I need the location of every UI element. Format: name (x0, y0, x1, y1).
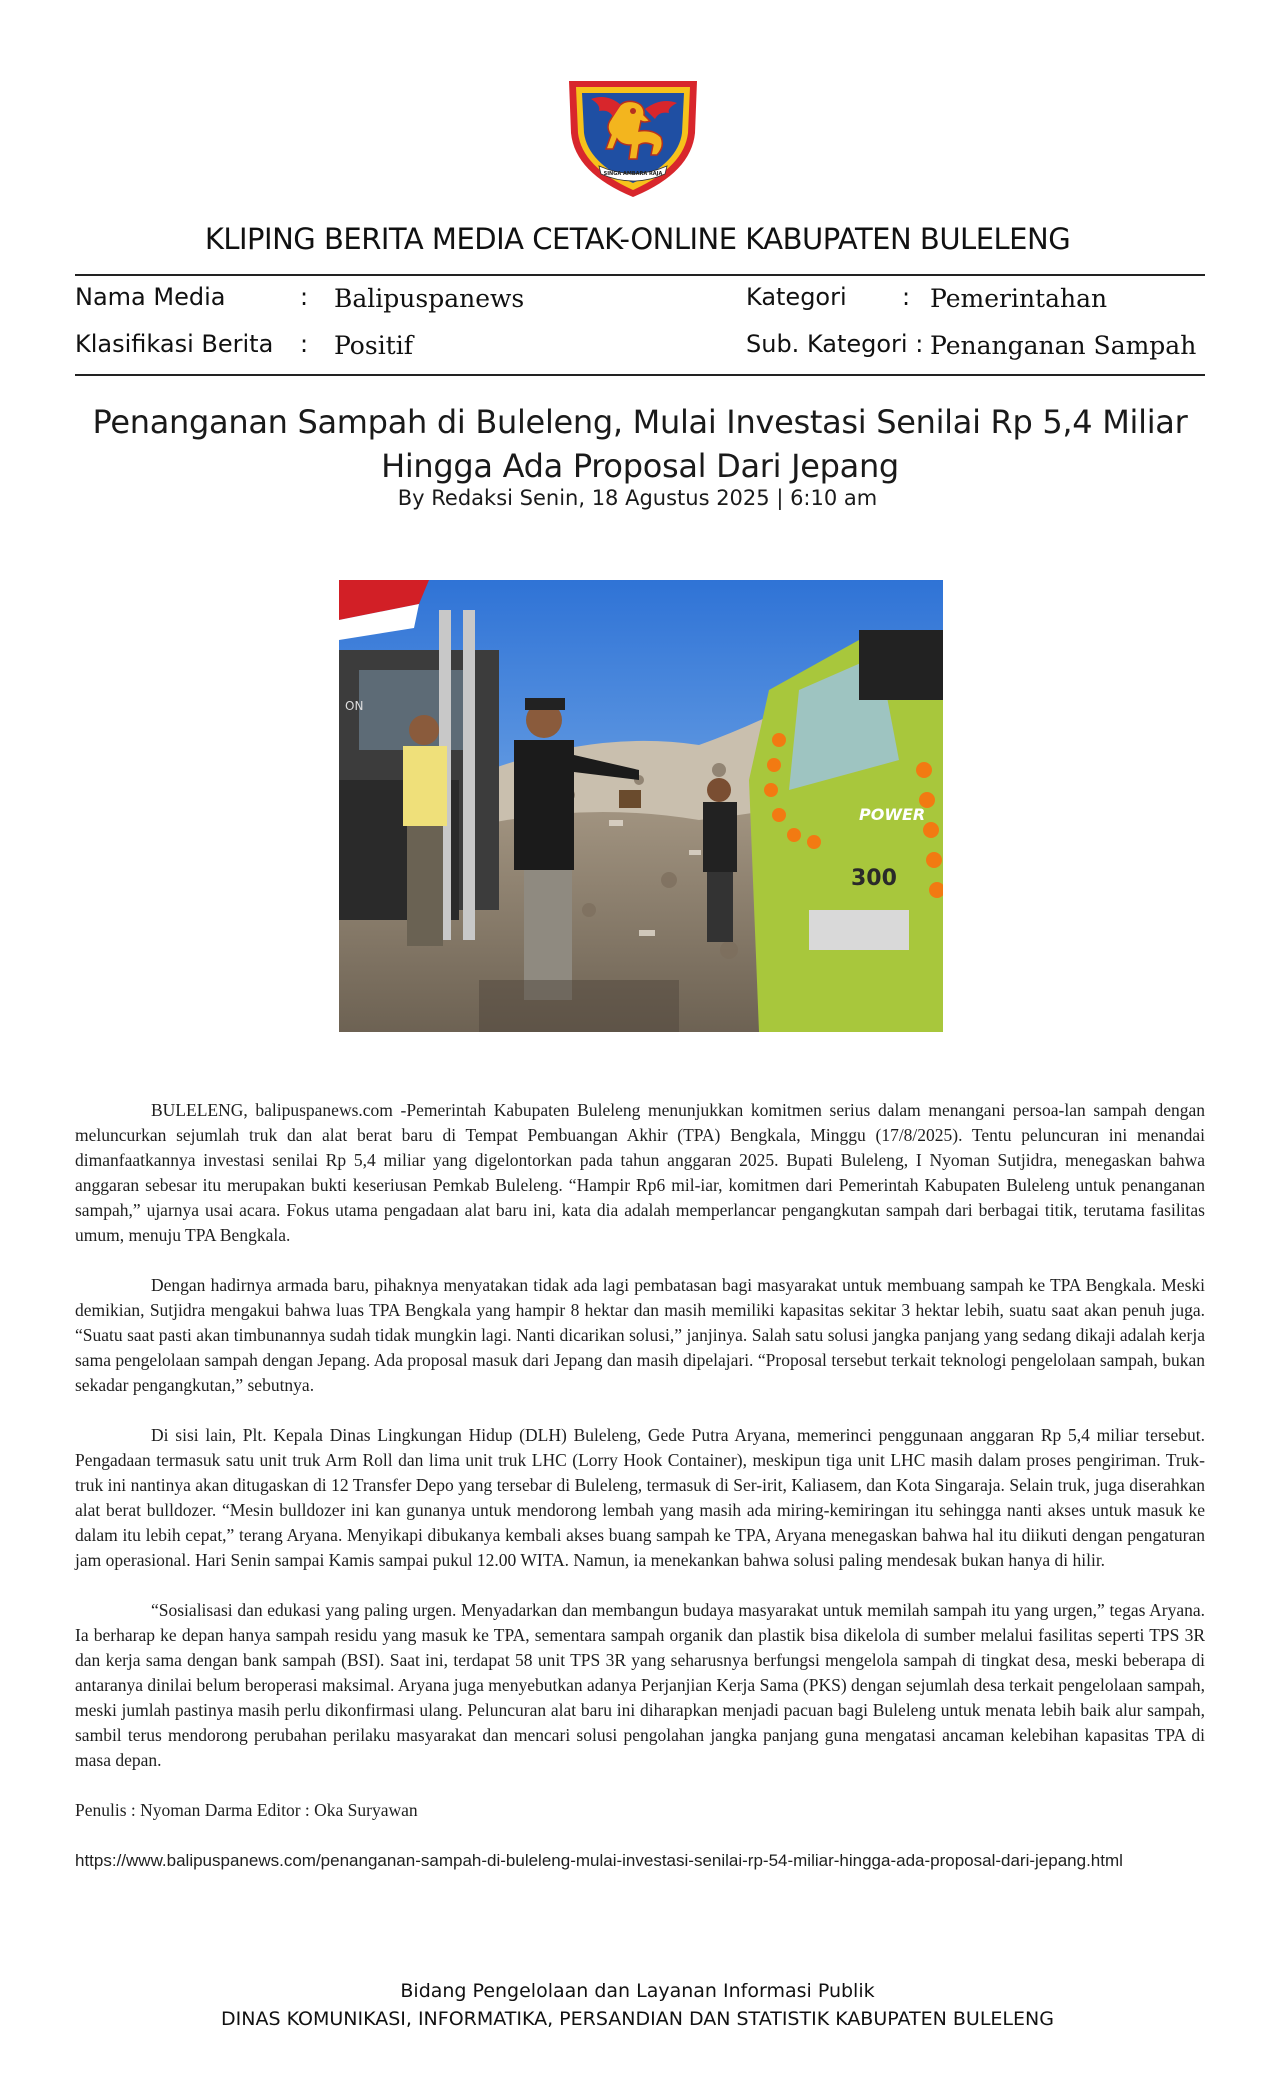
article-source-url[interactable]: https://www.balipuspanews.com/penanganan-sampah-di-buleleng-mulai-investasi-senilai-rp-54-miliar-hingga-ada-proposal-dari-jepang.html (75, 1851, 1123, 1870)
kategori-value: Pemerintahan (930, 284, 1108, 313)
article-byline: By Redaksi Senin, 18 Agustus 2025 | 6:10 am (397, 486, 878, 510)
kategori-label: Kategori (746, 283, 847, 311)
article-body (75, 1098, 1205, 1873)
clipping-header-title: KLIPING BERITA MEDIA CETAK-ONLINE KABUPATEN BULELENG (204, 222, 1071, 256)
media-value: Balipuspanews (334, 284, 525, 313)
article-paragraph-1: BULELENG, balipuspanews.com -Pemerintah Kabupaten Buleleng menunjukkan komitmen serius dalam menangani persoa-lan sampah dengan meluncurkan sejumlah truk dan alat berat baru di Tempat Pembuangan Akhir (TPA) Bengkala, Minggu (17/8/2025). Tentu peluncuran ini menandai dimanfaatkannya investasi senilai Rp 5,4 miliar yang digelontorkan pada tahun anggaran 2025. Bupati Buleleng, I Nyoman Sutjidra, menegaskan bahwa anggaran sebesar itu merupakan bukti keseriusan Pemkab Buleleng. “Hampir Rp6 mil-iar, komitmen dari Pemerintah Kabupaten Buleleng untuk penanganan sampah,” ujarnya usai acara. Fokus utama pengadaan alat baru ini, kata dia adalah memperlancar pengangkutan sampah dari berbagai titik, terutama fasilitas umum, menuju TPA Bengkala. (75, 1100, 1205, 1245)
subkategori-label: Sub. Kategori : (746, 330, 924, 358)
media-label: Nama Media (75, 283, 226, 311)
klasifikasi-label: Klasifikasi Berita (75, 330, 274, 358)
footer-agency: DINAS KOMUNIKASI, INFORMATIKA, PERSANDIAN DAN STATISTIK KABUPATEN BULELENG (221, 2008, 1054, 2030)
kategori-colon: : (902, 283, 911, 311)
header-top-rule (75, 274, 1205, 276)
article-paragraph-4: “Sosialisasi dan edukasi yang paling urgen. Menyadarkan dan membangun budaya masyarakat untuk memilah sampah itu yang urgen,” tegas Aryana. Ia berharap ke depan hanya sampah residu yang masuk ke TPA, sementara sampah organik dan plastik bisa dikelola di sumber melalui fasilitas seperti TPS 3R dan kerja sama dengan bank sampah (BSI). Saat ini, terdapat 58 unit TPS 3R yang seharusnya berfungsi mengelola sampah di tingkat desa, meski beberapa di antaranya dinilai belum beroperasi maksimal. Aryana juga menyebutkan adanya Perjanjian Kerja Sama (PKS) dengan sejumlah desa terkait pengelolaan sampah, meski jumlah pastinya masih perlu dikonfirmasi ulang. Peluncuran alat baru ini diharapkan menjadi pacuan bagi Buleleng untuk menata lebih baik alur sampah, sambil terus mendorong perubahan perilaku masyarakat dan mencari solusi pengolahan jangka panjang guna mengatasi ancaman kelebihan kapasitas TPA di masa depan. (75, 1600, 1205, 1770)
klasifikasi-colon: : (300, 330, 309, 358)
truck-brand-label: POWER (859, 805, 926, 824)
truck-model-label: 300 (851, 866, 897, 891)
footer-division: Bidang Pengelolaan dan Layanan Informasi Publik (400, 1980, 875, 2002)
crest-motto: SINGA AMBARA RAJA (603, 171, 663, 177)
svg-text:ON: ON (345, 699, 364, 713)
media-colon: : (300, 283, 309, 311)
article-headline (75, 400, 1205, 488)
headline-line-2: Hingga Ada Proposal Dari Jepang (381, 447, 899, 485)
buleleng-crest-icon (565, 75, 701, 201)
headline-line-1: Penanganan Sampah di Buleleng, Mulai Investasi Senilai Rp 5,4 Miliar (92, 403, 1188, 441)
klasifikasi-value: Positif (334, 331, 413, 360)
article-paragraph-3: Di sisi lain, Plt. Kepala Dinas Lingkungan Hidup (DLH) Buleleng, Gede Putra Aryana, memerinci penggunaan anggaran Rp 5,4 miliar tersebut. Pengadaan termasuk satu unit truk Arm Roll dan lima unit truk LHC (Lorry Hook Container), meskipun tiga unit LHC masih dalam proses pengiriman. Truk-truk ini nantinya akan ditugaskan di 12 Transfer Depo yang tersebar di Buleleng, termasuk di Ser-irit, Kaliasem, dan Kota Singaraja. Selain truk, juga diserahkan alat berat bulldozer. “Mesin bulldozer ini kan gunanya untuk mendorong lembah yang masih ada miring-kemiringan itu sehingga nanti akses untuk masuk ke dalam itu lebih cepat,” terang Aryana. Menyikapi dibukanya kembali akses buang sampah ke TPA, Aryana menegaskan bahwa hal itu diikuti dengan pengaturan jam operasional. Hari Senin sampai Kamis sampai pukul 12.00 WITA. Namun, ia menekankan bahwa solusi paling mendesak bukan hanya di hilir. (75, 1425, 1205, 1570)
article-paragraph-2: Dengan hadirnya armada baru, pihaknya menyatakan tidak ada lagi pembatasan bagi masyarakat untuk membuang sampah ke TPA Bengkala. Meski demikian, Sutjidra mengakui bahwa luas TPA Bengkala yang hampir 8 hektar dan masih memiliki kapasitas sekitar 3 hektar lebih, suatu saat akan penuh juga. “Suatu saat pasti akan timbunannya sudah tidak mungkin lagi. Nanti dicarikan solusi,” janjinya. Salah satu solusi jangka panjang yang sedang dikaji adalah kerja sama pengelolaan sampah dengan Jepang. Ada proposal masuk dari Jepang dan masih dipelajari. “Proposal tersebut terkait teknologi pengelolaan sampah, bukan sekadar pengangkutan,” sebutnya. (75, 1275, 1205, 1395)
subkategori-value: Penanganan Sampah (930, 331, 1197, 360)
header-bottom-rule (75, 374, 1205, 376)
article-photo (339, 580, 943, 1032)
article-credits: Penulis : Nyoman Darma Editor : Oka Suryawan (75, 1800, 418, 1820)
